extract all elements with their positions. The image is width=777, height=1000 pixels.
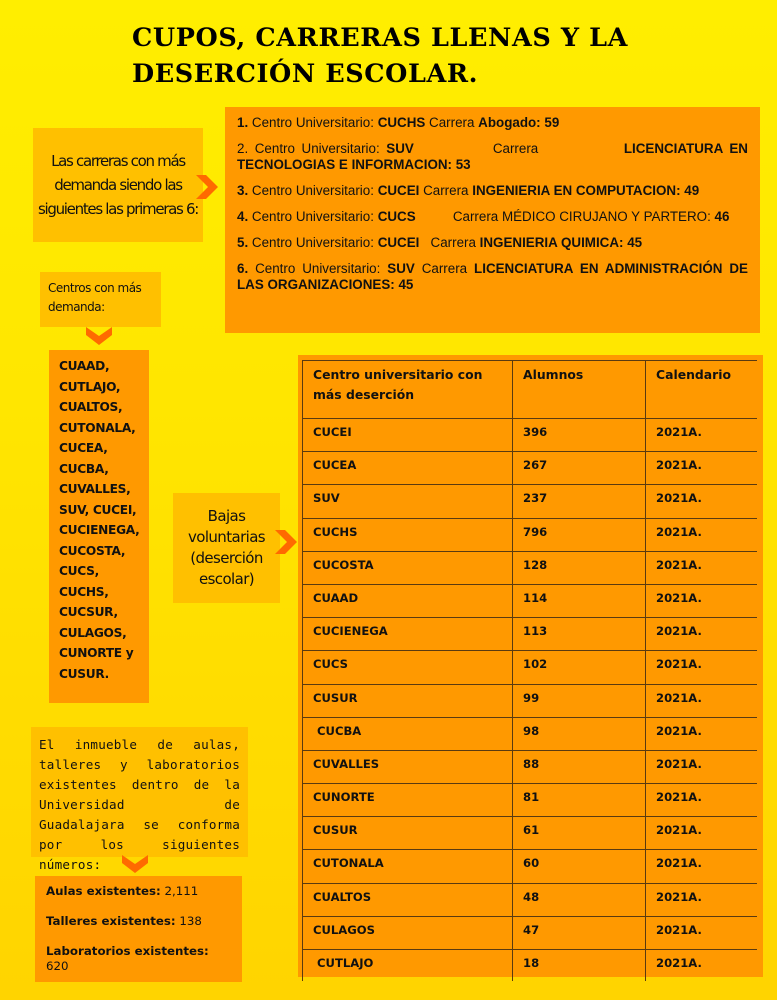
cell-centro: CUAAD [303,584,513,617]
cell-calendario: 2021A. [646,784,758,817]
cell-alumnos: 60 [513,850,646,883]
cell-alumnos: 128 [513,551,646,584]
header-centro: Centro universitario con más deserción [303,361,513,419]
cell-centro: CUTLAJO [303,950,513,981]
table-row [303,518,758,551]
cell-calendario: 2021A. [646,584,758,617]
cell-alumnos: 18 [513,950,646,981]
cell-alumnos: 267 [513,452,646,485]
cell-calendario: 2021A. [646,551,758,584]
table-row [303,817,758,850]
chevron-right-icon [196,175,218,199]
cell-calendario: 2021A. [646,419,758,452]
table-row [303,883,758,916]
cell-alumnos: 99 [513,684,646,717]
header-calendario: Calendario [646,361,758,419]
table-row [303,452,758,485]
table-row [303,485,758,518]
cell-calendario: 2021A. [646,651,758,684]
cell-calendario: 2021A. [646,850,758,883]
table-row [303,717,758,750]
stat-talleres: Talleres existentes: 138 [46,914,202,928]
cell-centro: CUCOSTA [303,551,513,584]
centros-label-box [40,272,161,327]
table-row [303,584,758,617]
cell-centro: CUCHS [303,518,513,551]
stat-laboratorios: Laboratorios existentes: 620 [46,944,209,973]
cell-centro: CUCS [303,651,513,684]
intro-box [33,128,203,242]
cell-alumnos: 98 [513,717,646,750]
cell-calendario: 2021A. [646,717,758,750]
cell-centro: CUCEI [303,419,513,452]
stat-aulas: Aulas existentes: 2,111 [46,884,199,898]
inmueble-box [31,727,248,872]
centros-list: CUAAD, CUTLAJO, CUALTOS, CUTONALA, CUCEA, CUCBA, CUVALLES, SUV, CUCEI, CUCIENEGA, CUCOSTA, CUCS, CUCHS, CUCSUR, CULAGOS, CUNORTE y CUSUR. [59,359,140,681]
table-row [303,750,758,783]
cell-centro: CUSUR [303,684,513,717]
cell-centro: CUVALLES [303,750,513,783]
page-title: CUPOS, CARRERAS LLENAS Y LA DESERCIÓN ESCOLAR. [132,23,629,89]
desertion-table [302,360,757,981]
cell-alumnos: 61 [513,817,646,850]
cell-alumnos: 48 [513,883,646,916]
table-row [303,916,758,949]
table-row [303,651,758,684]
chevron-down-icon [122,855,148,873]
table-row [303,850,758,883]
chevron-down-icon [86,327,112,345]
top-careers-box [225,107,760,333]
career-item: 2. Centro Universitario: SUV Carrera LICENCIATURA EN TECNOLOGIAS E INFORMACION: 53 [237,141,748,172]
career-item: 4. Centro Universitario: CUCS Carrera MÉDICO CIRUJANO Y PARTERO: 46 [237,209,730,224]
cell-calendario: 2021A. [646,916,758,949]
desertion-table-box [298,355,763,977]
table-row [303,684,758,717]
cell-centro: CUTONALA [303,850,513,883]
table-row [303,618,758,651]
cell-alumnos: 796 [513,518,646,551]
cell-calendario: 2021A. [646,452,758,485]
career-item: 6. Centro Universitario: SUV Carrera LICENCIATURA EN ADMINISTRACIÓN DE LAS ORGANIZACIONES: 45 [237,261,748,292]
table-row [303,784,758,817]
centros-list-box [49,350,149,703]
cell-calendario: 2021A. [646,883,758,916]
cell-centro: CUALTOS [303,883,513,916]
cell-centro: CUCBA [303,717,513,750]
table-row [303,551,758,584]
cell-calendario: 2021A. [646,950,758,981]
header-alumnos: Alumnos [513,361,646,419]
cell-calendario: 2021A. [646,750,758,783]
table-row [303,950,758,981]
cell-alumnos: 237 [513,485,646,518]
cell-calendario: 2021A. [646,618,758,651]
stats-box [35,876,242,982]
cell-alumnos: 47 [513,916,646,949]
cell-alumnos: 114 [513,584,646,617]
cell-alumnos: 396 [513,419,646,452]
cell-calendario: 2021A. [646,518,758,551]
cell-calendario: 2021A. [646,684,758,717]
cell-centro: CULAGOS [303,916,513,949]
table-row [303,419,758,452]
cell-calendario: 2021A. [646,485,758,518]
chevron-right-icon [275,530,297,554]
cell-alumnos: 88 [513,750,646,783]
cell-centro: CUNORTE [303,784,513,817]
career-item: 3. Centro Universitario: CUCEI Carrera INGENIERIA EN COMPUTACION: 49 [237,183,700,198]
cell-alumnos: 81 [513,784,646,817]
career-item: 1. Centro Universitario: CUCHS Carrera Abogado: 59 [237,115,560,130]
career-item: 5. Centro Universitario: CUCEI Carrera INGENIERIA QUIMICA: 45 [237,235,643,250]
bajas-box [173,493,280,603]
inmueble-text: El inmueble de aulas, talleres y laboratorios existentes dentro de la Universidad de Guadalajara se conforma por los siguientes números: [39,737,240,872]
cell-alumnos: 113 [513,618,646,651]
centros-label: Centros con más demanda: [48,281,142,314]
intro-text: Las carreras con más demanda siendo las siguientes las primeras 6: [38,152,198,218]
cell-centro: CUCEA [303,452,513,485]
cell-centro: SUV [303,485,513,518]
cell-alumnos: 102 [513,651,646,684]
table-header-row [303,361,758,419]
cell-centro: CUCIENEGA [303,618,513,651]
cell-centro: CUSUR [303,817,513,850]
cell-calendario: 2021A. [646,817,758,850]
bajas-text: Bajas voluntarias (deserción escolar) [187,507,266,588]
